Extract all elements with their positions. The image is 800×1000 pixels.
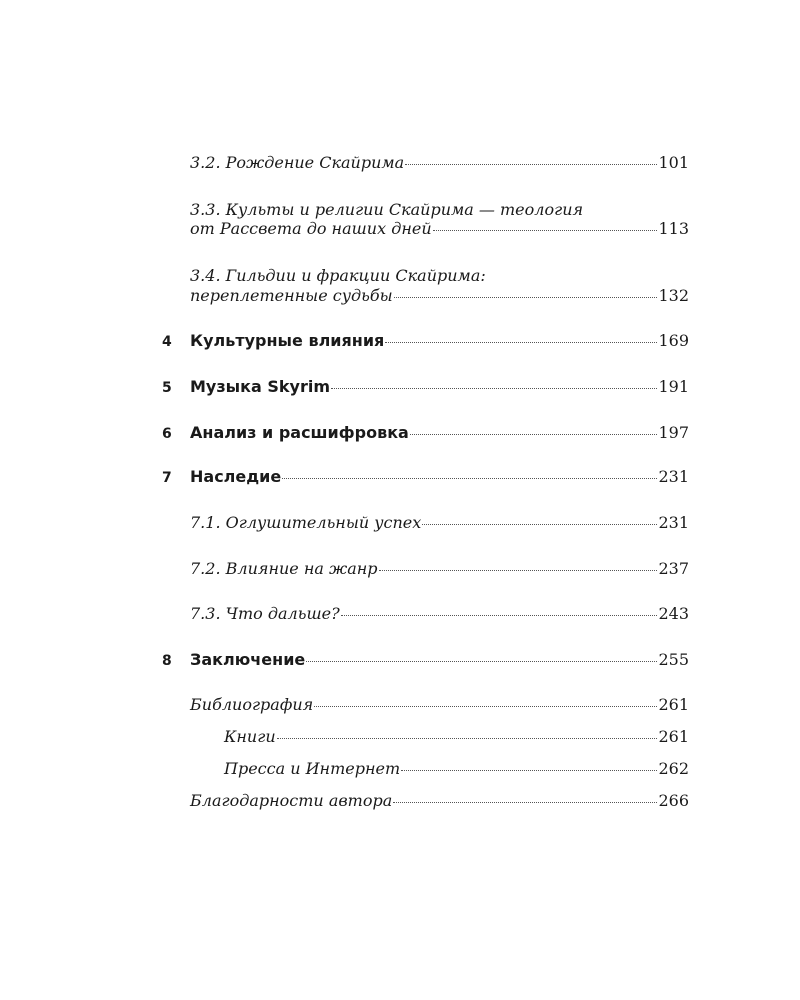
toc-entry: [190, 219, 689, 238]
chapter-number: 6: [162, 426, 172, 442]
toc-entry-page: 243: [658, 604, 689, 623]
toc-chapter: [190, 650, 689, 669]
dot-leader: [277, 738, 658, 739]
toc-entry-page: 237: [658, 559, 689, 578]
chapter-number: 7: [162, 470, 172, 486]
toc-entry: [190, 604, 689, 623]
dot-leader: [410, 434, 658, 435]
toc-entry-title: 3.2. Рождение Скайрима: [190, 153, 405, 172]
toc-entry-page: 261: [658, 727, 689, 746]
toc-entry-title: от Рассвета до наших дней: [190, 219, 432, 238]
toc-entry-title: Благодарности автора: [190, 791, 393, 810]
toc-entry-page: 113: [658, 219, 689, 238]
chapter-number: 8: [162, 653, 172, 669]
chapter-number: 5: [162, 380, 172, 396]
dot-leader: [282, 478, 657, 479]
toc-chapter-title: Музыка Skyrim: [190, 377, 330, 396]
toc-entry-title: переплетенные судьбы: [190, 286, 393, 305]
toc-chapter: [190, 331, 689, 350]
dot-leader: [306, 661, 657, 662]
toc-entry-page: 132: [658, 286, 689, 305]
toc-chapter-title: Наследие: [190, 467, 282, 486]
toc-entry-page: 197: [658, 423, 689, 442]
toc-entry-page: 231: [658, 467, 689, 486]
dot-leader: [433, 230, 658, 231]
toc-entry-page: 255: [658, 650, 689, 669]
dot-leader: [422, 524, 657, 525]
toc-entry: [224, 759, 689, 778]
toc-chapter-title: Анализ и расшифровка: [190, 423, 409, 442]
toc-entry: [190, 153, 689, 172]
toc-entry-title: 7.2. Влияние на жанр: [190, 559, 378, 578]
toc-entry-title-line1: 3.3. Культы и религии Скайрима — теология: [190, 200, 584, 219]
toc-entry-page: 261: [658, 695, 689, 714]
dot-leader: [379, 570, 658, 571]
toc-entry-page: 191: [658, 377, 689, 396]
toc-entry: [190, 695, 689, 714]
toc-entry: [190, 513, 689, 532]
dot-leader: [405, 164, 657, 165]
toc-chapter-title: Культурные влияния: [190, 331, 385, 350]
toc-entry-title: 7.1. Оглушительный успех: [190, 513, 422, 532]
toc-entry-page: 262: [658, 759, 689, 778]
toc-entry: [190, 286, 689, 305]
dot-leader: [393, 802, 657, 803]
dot-leader: [394, 297, 658, 298]
dot-leader: [331, 388, 657, 389]
chapter-number: 4: [162, 334, 172, 350]
dot-leader: [341, 615, 658, 616]
toc-chapter-title: Заключение: [190, 650, 306, 669]
toc-entry-title-line1: 3.4. Гильдии и фракции Скайрима:: [190, 266, 486, 285]
dot-leader: [314, 706, 657, 707]
toc-entry-page: 101: [658, 153, 689, 172]
toc-entry: [190, 791, 689, 810]
toc-chapter: [190, 377, 689, 396]
toc-entry-title: Книги: [224, 727, 276, 746]
toc-chapter: [190, 423, 689, 442]
toc-entry-page: 231: [658, 513, 689, 532]
dot-leader: [385, 342, 657, 343]
toc-entry-page: 266: [658, 791, 689, 810]
toc-entry-title: 7.3. Что дальше?: [190, 604, 340, 623]
toc-chapter: [190, 467, 689, 486]
toc-entry-title: Библиография: [190, 695, 314, 714]
toc-entry: [224, 727, 689, 746]
toc-entry-title: Пресса и Интернет: [224, 759, 401, 778]
toc-entry-page: 169: [658, 331, 689, 350]
dot-leader: [401, 770, 657, 771]
toc-entry: [190, 559, 689, 578]
